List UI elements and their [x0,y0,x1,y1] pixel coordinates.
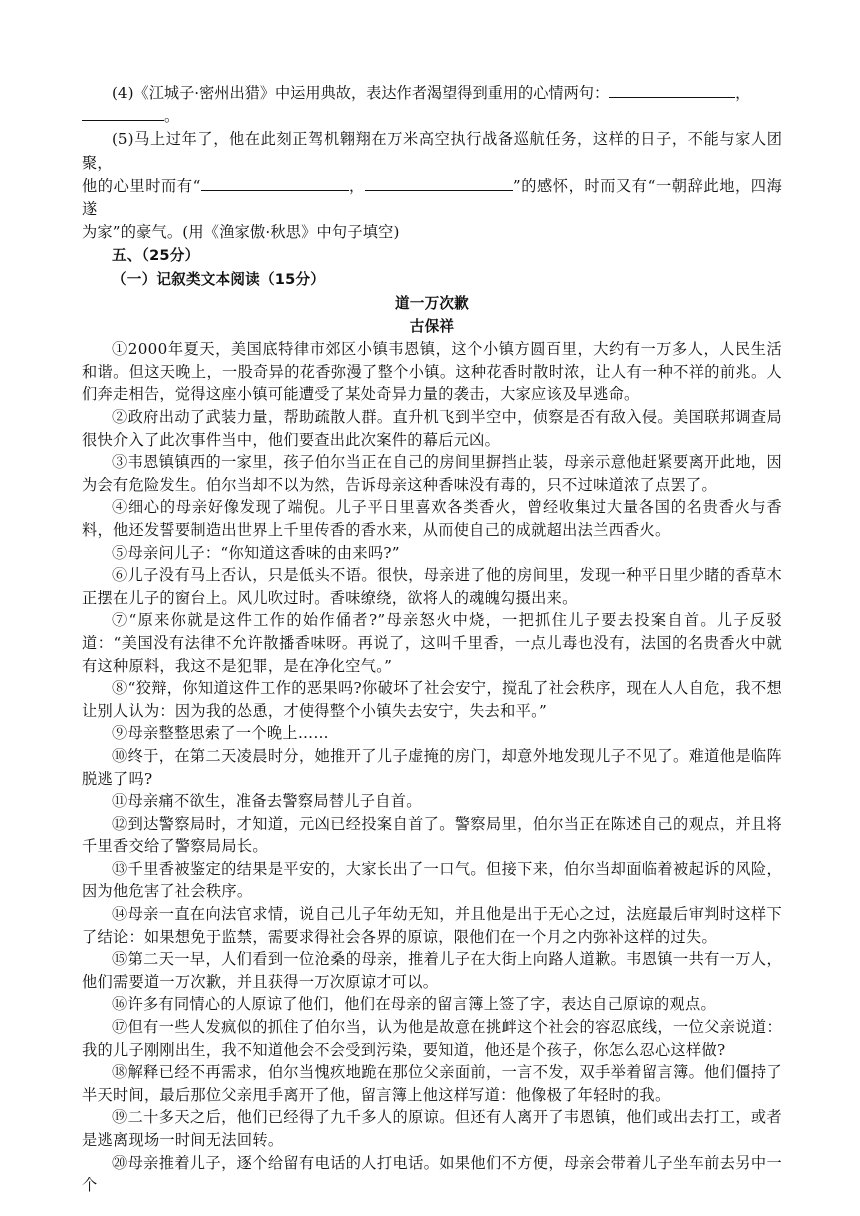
article-paragraph: ⑦“原来你就是这件工作的始作俑者?”母亲怒火中烧，一把抓住儿子要去投案自首。儿子反驳道：“美国没有法律不允许散播香味呀。再说了，这叫千里香，一点儿毒也没有，法国的名贵香火中就有这种原料，我这不是犯罪，是在净化空气。” [82,611,782,675]
section-heading: 五、（25分） [112,247,200,265]
question-5: (5)马上过年了，他在此刻正驾机翱翔在万米高空执行战备巡航任务，这样的日子，不能与家人团聚， [82,130,782,172]
article-paragraph: ⑮第二天一早，人们看到一位沧桑的母亲，推着儿子在大街上向路人道歉。韦恩镇一共有一万人，他们需要道一万次歉，并且获得一万次原谅才可以。 [82,950,782,991]
article-paragraph: ⑩终于，在第二天凌晨时分，她推开了儿子虚掩的房门，却意外地发现儿子不见了。难道他是临阵脱逃了吗? [82,746,782,788]
punctuation: 。 [164,107,180,126]
article-paragraph: ⑧“狡辩，你知道这件工作的恶果吗?你破坏了社会安宁，搅乱了社会秩序，现在人人自危，我不想让别人认为：因为我的怂恿，才使得整个小镇失去安宁，失去和平。” [82,679,782,720]
article-author: 古保祥 [409,318,455,336]
answer-blank[interactable] [82,106,164,121]
question-5-line-3: 为家”的豪气。(用《渔家傲·秋思》中句子填空) [82,223,400,242]
sub-section-heading: （一）记叙类文本阅读（15分） [112,270,326,288]
question-5-text: ”的感怀，时而又有“一朝辞此地，四海遂 [82,176,782,219]
answer-blank[interactable] [201,176,349,191]
article-paragraph: ⑥儿子没有马上否认，只是低头不语。很快，母亲进了他的房间里，发现一种平日里少睹的香草木正摆在儿子的窗台上。风儿吹过时。香味缭绕，欲将人的魂魄勾摄出来。 [82,566,782,607]
question-4-text: (4)《江城子·密州出猎》中运用典故，表达作者渴望得到重用的心情两句： [112,84,610,102]
answer-blank[interactable] [365,176,513,191]
article-paragraph: ②政府出动了武装力量，帮助疏散人群。直升机飞到半空中，侦察是否有敌入侵。美国联邦调查局很快介入了此次事件当中，他们要查出此次案件的幕后元凶。 [82,408,782,449]
question-5-line-2 [82,175,782,221]
article-paragraph: ⑯许多有同情心的人原谅了他们，他们在母亲的留言簿上签了字，表达自己原谅的观点。 [112,995,717,1014]
article-paragraph: ⑤母亲问儿子：“你知道这香味的由来吗?” [112,543,400,562]
article-paragraph: ⑬千里香被鉴定的结果是平安的，大家长出了一口气。但接下来，伯尔当却面临着被起诉的风险，因为他危害了社会秩序。 [82,859,782,901]
question-5-text: 他的心里时而有“ [82,176,201,195]
punctuation: ， [348,176,365,195]
punctuation: ， [735,84,751,102]
article-paragraph: ⑱解释已经不再需求，伯尔当愧疚地跪在那位父亲面前，一言不发，双手举着留言簿。他们僵持了半天时间，最后那位父亲甩手离开了他，留言簿上他这样写道：他像极了年轻时的我。 [82,1063,782,1104]
article-paragraph: ⑭母亲一直在向法官求情，说自己儿子年幼无知，并且他是出于无心之过，法庭最后审判时这样下了结论：如果想免于监禁，需要求得社会各界的原谅，限他们在一个月之内弥补这样的过失。 [82,905,782,946]
article-paragraph: ③韦恩镇镇西的一家里，孩子伯尔当正在自己的房间里摒挡止装，母亲示意他赶紧要离开此地，因为会有危险发生。伯尔当却不以为然，告诉母亲这种香味没有毒的，只不过味道浓了点罢了。 [82,453,782,494]
article-paragraph: ⑳母亲推着儿子，逐个给留有电话的人打电话。如果他们不方便，母亲会带着儿子坐车前去另中一个 [82,1153,782,1195]
article-title: 道一万次歉 [395,294,469,312]
question-4-continued [82,105,782,128]
article-paragraph: ⑲二十多天之后，他们已经得了九千多人的原谅。但还有人离开了韦恩镇，他们或出去打工，或者是逃离现场一时间无法回转。 [82,1108,782,1150]
article-body [82,338,782,1197]
article-paragraph: ④细心的母亲好像发现了端倪。儿子平日里喜欢各类香火，曾经收集过大量各国的名贵香火与香料，他还发誓要制造出世界上千里传香的香水来，从而使自己的成就超出法兰西香火。 [82,498,782,539]
article-paragraph: ⑨母亲整整思索了一个晚上…… [112,724,329,743]
article-paragraph: ⑪母亲痛不欲生，准备去警察局替儿子自首。 [112,792,422,811]
article-paragraph: ①2000年夏天，美国底特律市郊区小镇韦恩镇，这个小镇方圆百里，大约有一万多人，人民生活和谐。但这天晚上，一股奇异的花香弥漫了整个小镇。这种花香时散时浓，让人有一种不祥的前兆。人们奔走相告，觉得这座小镇可能遭受了某处奇异力量的袭击，大家应该及早逃命。 [82,340,782,404]
question-4 [82,82,782,105]
article-paragraph: ⑰但有一些人发疯似的抓住了伯尔当，认为他是故意在挑衅这个社会的容忍底线，一位父亲说道：我的儿子刚刚出生，我不知道他会不会受到污染，要知道，他还是个孩子，你怎么忍心这样做? [82,1018,782,1059]
answer-blank[interactable] [609,83,735,98]
article-paragraph: ⑫到达警察局时，才知道，元凶已经投案自首了。警察局里，伯尔当正在陈述自己的观点，并且将千里香交给了警察局局长。 [82,814,782,856]
document-page [82,82,782,1197]
